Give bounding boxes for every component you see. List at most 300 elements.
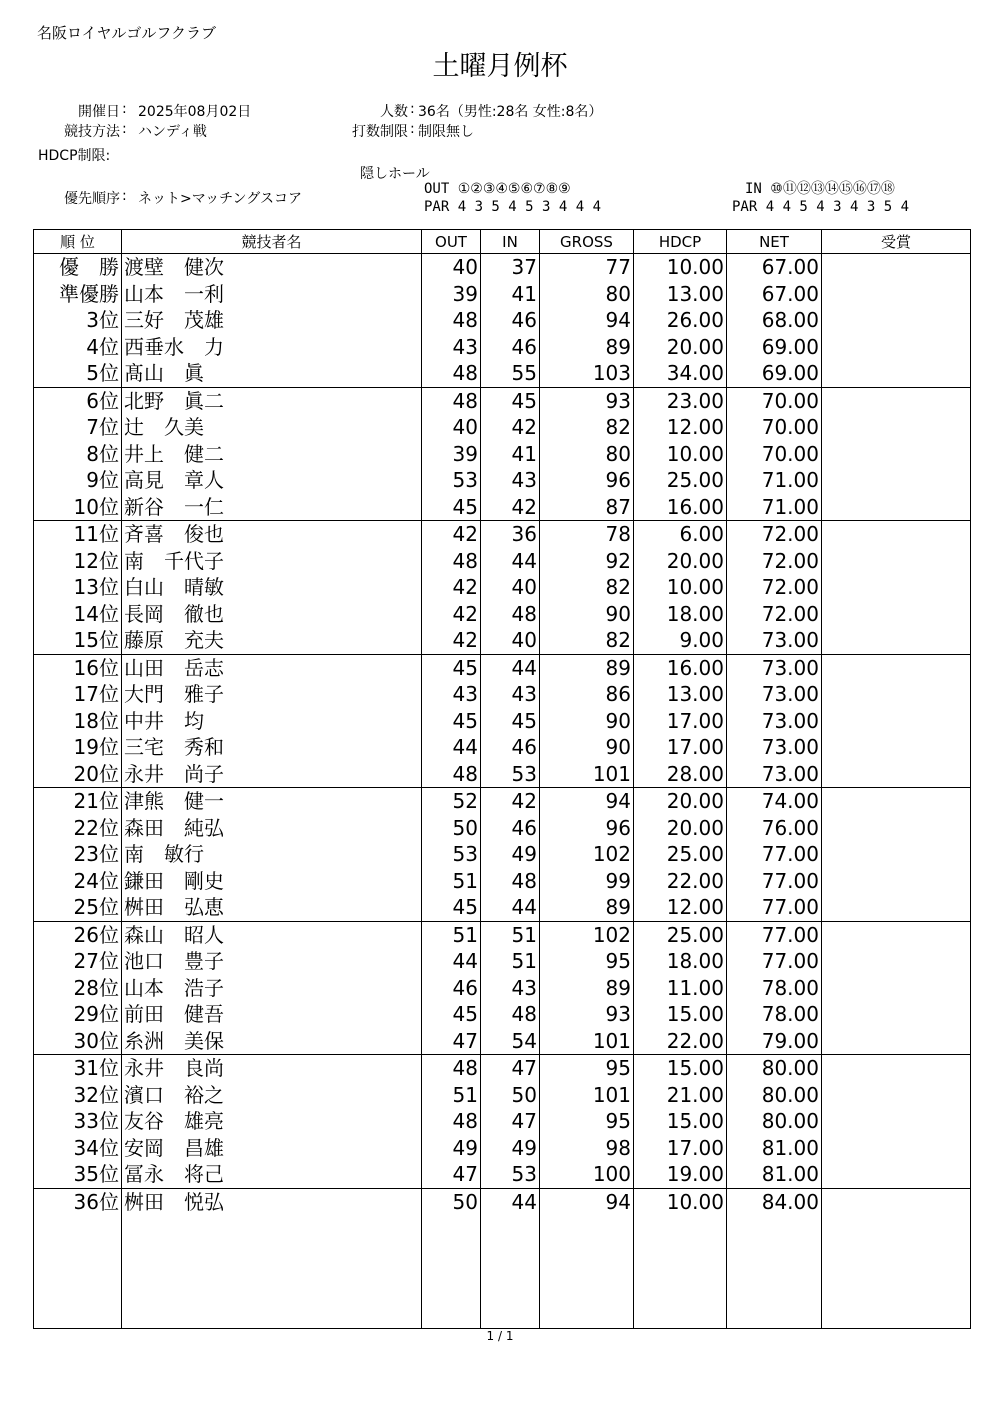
award-cell — [822, 627, 971, 654]
hdcp-cell: 17.00 — [634, 734, 727, 761]
hdcp-cell: 23.00 — [634, 387, 727, 414]
hdcp-cell: 15.00 — [634, 1108, 727, 1135]
hdcp-cell: 13.00 — [634, 681, 727, 708]
gross-cell: 77 — [540, 254, 634, 281]
hdcp-cell: 9.00 — [634, 627, 727, 654]
gross-cell: 90 — [540, 708, 634, 735]
in-holes-line: IN ⑩⑪⑫⑬⑭⑮⑯⑰⑱ — [745, 181, 895, 197]
net-cell: 68.00 — [727, 307, 822, 334]
out-cell: 53 — [422, 841, 481, 868]
header-row — [34, 230, 971, 254]
net-cell: 69.00 — [727, 360, 822, 387]
net-cell: 77.00 — [727, 894, 822, 921]
in-cell: 44 — [481, 1188, 540, 1215]
out-cell: 48 — [422, 1055, 481, 1082]
table-row — [34, 307, 971, 334]
net-cell: 79.00 — [727, 1028, 822, 1055]
name-cell: 山本 浩子 — [122, 975, 422, 1002]
gross-cell: 94 — [540, 788, 634, 815]
colon: : — [410, 101, 415, 117]
count-label: 人数 — [380, 104, 408, 120]
in-cell: 45 — [481, 387, 540, 414]
rank-cell: 3位 — [34, 307, 122, 334]
hdcp-cell: 21.00 — [634, 1082, 727, 1109]
in-cell: 37 — [481, 254, 540, 281]
award-cell — [822, 548, 971, 575]
gross-cell: 87 — [540, 494, 634, 521]
net-cell: 67.00 — [727, 254, 822, 281]
empty-cell — [822, 1215, 971, 1329]
gross-cell: 99 — [540, 868, 634, 895]
name-cell: 辻 久美 — [122, 414, 422, 441]
stroke-limit-label: 打数制限 — [352, 124, 408, 140]
out-cell: 48 — [422, 548, 481, 575]
award-cell — [822, 441, 971, 468]
table-row — [34, 948, 971, 975]
award-cell — [822, 708, 971, 735]
out-cell: 51 — [422, 868, 481, 895]
in-cell: 44 — [481, 654, 540, 681]
in-cell: 40 — [481, 574, 540, 601]
gross-cell: 86 — [540, 681, 634, 708]
gross-cell: 93 — [540, 387, 634, 414]
table-row — [34, 921, 971, 948]
in-cell: 46 — [481, 307, 540, 334]
table-row — [34, 894, 971, 921]
in-par-line: PAR 4 4 5 4 3 4 3 5 4 — [732, 199, 910, 215]
table-row — [34, 788, 971, 815]
rank-cell: 準優勝 — [34, 281, 122, 308]
out-cell: 45 — [422, 654, 481, 681]
out-cell: 53 — [422, 467, 481, 494]
in-cell: 54 — [481, 1028, 540, 1055]
in-cell: 36 — [481, 521, 540, 548]
in-cell: 46 — [481, 734, 540, 761]
in-cell: 55 — [481, 360, 540, 387]
rank-cell: 9位 — [34, 467, 122, 494]
rank-cell: 14位 — [34, 601, 122, 628]
out-cell: 39 — [422, 441, 481, 468]
gross-cell: 93 — [540, 1001, 634, 1028]
hdcp-cell: 18.00 — [634, 948, 727, 975]
hdcp-cell: 12.00 — [634, 894, 727, 921]
table-row — [34, 254, 971, 281]
award-cell — [822, 815, 971, 842]
net-cell: 84.00 — [727, 1188, 822, 1215]
award-cell — [822, 601, 971, 628]
net-cell: 71.00 — [727, 467, 822, 494]
out-cell: 40 — [422, 254, 481, 281]
net-cell: 77.00 — [727, 841, 822, 868]
priority-value: ネット>マッチングスコア — [138, 191, 303, 207]
hdcp-cell: 17.00 — [634, 1135, 727, 1162]
table-row — [34, 548, 971, 575]
table-row — [34, 414, 971, 441]
name-header: 競技者名 — [122, 230, 422, 254]
in-cell: 50 — [481, 1082, 540, 1109]
empty-filler-row — [34, 1215, 971, 1329]
hidden-hole-label: 隠しホール — [360, 166, 430, 182]
award-cell — [822, 948, 971, 975]
empty-cell — [540, 1215, 634, 1329]
hdcp-cell: 13.00 — [634, 281, 727, 308]
gross-cell: 89 — [540, 334, 634, 361]
colon: : — [122, 101, 127, 117]
out-cell: 51 — [422, 1082, 481, 1109]
award-cell — [822, 414, 971, 441]
hdcp-cell: 10.00 — [634, 574, 727, 601]
table-row — [34, 975, 971, 1002]
award-cell — [822, 841, 971, 868]
hdcp-cell: 19.00 — [634, 1161, 727, 1188]
rank-cell: 5位 — [34, 360, 122, 387]
rank-cell: 12位 — [34, 548, 122, 575]
results-table — [33, 229, 971, 1329]
gross-cell: 94 — [540, 1188, 634, 1215]
name-cell: 森山 昭人 — [122, 921, 422, 948]
gross-cell: 101 — [540, 1082, 634, 1109]
award-cell — [822, 1001, 971, 1028]
net-cell: 80.00 — [727, 1055, 822, 1082]
award-cell — [822, 1135, 971, 1162]
net-cell: 80.00 — [727, 1082, 822, 1109]
hdcp-cell: 22.00 — [634, 1028, 727, 1055]
net-cell: 77.00 — [727, 868, 822, 895]
net-cell: 77.00 — [727, 948, 822, 975]
out-cell: 48 — [422, 1108, 481, 1135]
table-row — [34, 815, 971, 842]
out-cell: 47 — [422, 1028, 481, 1055]
gross-cell: 96 — [540, 815, 634, 842]
gross-cell: 102 — [540, 921, 634, 948]
net-cell: 70.00 — [727, 414, 822, 441]
award-cell — [822, 467, 971, 494]
out-cell: 49 — [422, 1135, 481, 1162]
hdcp-cell: 10.00 — [634, 254, 727, 281]
net-cell: 73.00 — [727, 681, 822, 708]
hdcp-cell: 11.00 — [634, 975, 727, 1002]
name-cell: 白山 晴敏 — [122, 574, 422, 601]
name-cell: 南 敏行 — [122, 841, 422, 868]
net-cell: 78.00 — [727, 975, 822, 1002]
out-cell: 48 — [422, 761, 481, 788]
gross-cell: 92 — [540, 548, 634, 575]
name-cell: 髙山 眞 — [122, 360, 422, 387]
net-cell: 74.00 — [727, 788, 822, 815]
hdcp-header: HDCP — [634, 230, 727, 254]
colon: : — [122, 188, 127, 204]
net-cell: 67.00 — [727, 281, 822, 308]
rank-cell: 31位 — [34, 1055, 122, 1082]
table-row — [34, 1001, 971, 1028]
hdcp-cell: 25.00 — [634, 841, 727, 868]
hdcp-cell: 10.00 — [634, 1188, 727, 1215]
rank-cell: 21位 — [34, 788, 122, 815]
out-cell: 42 — [422, 521, 481, 548]
rank-cell: 26位 — [34, 921, 122, 948]
rank-cell: 28位 — [34, 975, 122, 1002]
rank-cell: 7位 — [34, 414, 122, 441]
name-cell: 糸洲 美保 — [122, 1028, 422, 1055]
gross-cell: 90 — [540, 601, 634, 628]
name-cell: 桝田 弘恵 — [122, 894, 422, 921]
table-row — [34, 708, 971, 735]
hdcp-cell: 15.00 — [634, 1055, 727, 1082]
award-cell — [822, 307, 971, 334]
gross-cell: 82 — [540, 414, 634, 441]
name-cell: 渡壁 健次 — [122, 254, 422, 281]
award-cell — [822, 521, 971, 548]
award-cell — [822, 254, 971, 281]
in-cell: 48 — [481, 868, 540, 895]
method-label: 競技方法 — [64, 124, 120, 140]
rank-cell: 10位 — [34, 494, 122, 521]
hdcp-cell: 22.00 — [634, 868, 727, 895]
hdcp-cell: 28.00 — [634, 761, 727, 788]
table-row — [34, 574, 971, 601]
out-cell: 42 — [422, 601, 481, 628]
net-cell: 81.00 — [727, 1161, 822, 1188]
rank-cell: 23位 — [34, 841, 122, 868]
name-cell: 友谷 雄亮 — [122, 1108, 422, 1135]
gross-header: GROSS — [540, 230, 634, 254]
award-header: 受賞 — [822, 230, 971, 254]
hdcp-cell: 26.00 — [634, 307, 727, 334]
name-cell: 藤原 充夫 — [122, 627, 422, 654]
in-cell: 40 — [481, 627, 540, 654]
name-cell: 濱口 裕之 — [122, 1082, 422, 1109]
gross-cell: 98 — [540, 1135, 634, 1162]
out-cell: 51 — [422, 921, 481, 948]
name-cell: 井上 健二 — [122, 441, 422, 468]
name-cell: 新谷 一仁 — [122, 494, 422, 521]
rank-cell: 30位 — [34, 1028, 122, 1055]
name-cell: 長岡 徹也 — [122, 601, 422, 628]
gross-cell: 82 — [540, 574, 634, 601]
table-row — [34, 868, 971, 895]
in-cell: 42 — [481, 414, 540, 441]
table-row — [34, 841, 971, 868]
colon: : — [122, 121, 127, 137]
rank-cell: 24位 — [34, 868, 122, 895]
priority-label: 優先順序 — [64, 191, 120, 207]
gross-cell: 101 — [540, 761, 634, 788]
net-cell: 70.00 — [727, 387, 822, 414]
rank-cell: 16位 — [34, 654, 122, 681]
page-number: 1 / 1 — [486, 1329, 514, 1343]
out-cell: 39 — [422, 281, 481, 308]
table-row — [34, 1135, 971, 1162]
name-cell: 冨永 将己 — [122, 1161, 422, 1188]
in-cell: 41 — [481, 441, 540, 468]
name-cell: 前田 健吾 — [122, 1001, 422, 1028]
award-cell — [822, 1161, 971, 1188]
hdcp-cell: 16.00 — [634, 494, 727, 521]
gross-cell: 78 — [540, 521, 634, 548]
club-name: 名阪ロイヤルゴルフクラブ — [37, 24, 216, 42]
rank-cell: 優 勝 — [34, 254, 122, 281]
out-cell: 46 — [422, 975, 481, 1002]
table-row — [34, 467, 971, 494]
table-row — [34, 1055, 971, 1082]
out-cell: 48 — [422, 307, 481, 334]
table-row — [34, 601, 971, 628]
hdcp-cell: 20.00 — [634, 548, 727, 575]
gross-cell: 95 — [540, 948, 634, 975]
award-cell — [822, 1108, 971, 1135]
in-cell: 46 — [481, 815, 540, 842]
award-cell — [822, 894, 971, 921]
hdcp-cell: 25.00 — [634, 467, 727, 494]
net-cell: 73.00 — [727, 761, 822, 788]
rank-cell: 22位 — [34, 815, 122, 842]
out-cell: 45 — [422, 1001, 481, 1028]
empty-cell — [422, 1215, 481, 1329]
in-cell: 43 — [481, 467, 540, 494]
hdcp-cell: 18.00 — [634, 601, 727, 628]
table-row — [34, 441, 971, 468]
award-cell — [822, 868, 971, 895]
table-row — [34, 1161, 971, 1188]
net-cell: 73.00 — [727, 734, 822, 761]
count-value: 36名（男性:28名 女性:8名） — [418, 104, 603, 120]
in-cell: 47 — [481, 1108, 540, 1135]
award-cell — [822, 1188, 971, 1215]
rank-cell: 19位 — [34, 734, 122, 761]
rank-cell: 6位 — [34, 387, 122, 414]
table-row — [34, 1028, 971, 1055]
name-cell: 永井 良尚 — [122, 1055, 422, 1082]
empty-cell — [634, 1215, 727, 1329]
table-row — [34, 1082, 971, 1109]
rank-header: 順 位 — [34, 230, 122, 254]
award-cell — [822, 761, 971, 788]
award-cell — [822, 681, 971, 708]
out-cell: 48 — [422, 360, 481, 387]
name-cell: 大門 雅子 — [122, 681, 422, 708]
out-cell: 45 — [422, 494, 481, 521]
gross-cell: 96 — [540, 467, 634, 494]
rank-cell: 25位 — [34, 894, 122, 921]
colon: : — [410, 121, 415, 137]
out-cell: 48 — [422, 387, 481, 414]
rank-cell: 35位 — [34, 1161, 122, 1188]
in-cell: 45 — [481, 708, 540, 735]
hdcp-cell: 10.00 — [634, 441, 727, 468]
name-cell: 池口 豊子 — [122, 948, 422, 975]
rank-cell: 8位 — [34, 441, 122, 468]
out-cell: 50 — [422, 815, 481, 842]
name-cell: 津熊 健一 — [122, 788, 422, 815]
net-cell: 72.00 — [727, 521, 822, 548]
in-cell: 42 — [481, 788, 540, 815]
empty-cell — [481, 1215, 540, 1329]
stroke-limit-value: 制限無し — [418, 124, 474, 140]
in-cell: 42 — [481, 494, 540, 521]
name-cell: 桝田 悦弘 — [122, 1188, 422, 1215]
name-cell: 安岡 昌雄 — [122, 1135, 422, 1162]
hdcp-cell: 17.00 — [634, 708, 727, 735]
rank-cell: 4位 — [34, 334, 122, 361]
empty-cell — [727, 1215, 822, 1329]
rank-cell: 15位 — [34, 627, 122, 654]
in-cell: 53 — [481, 1161, 540, 1188]
out-cell: 45 — [422, 708, 481, 735]
gross-cell: 103 — [540, 360, 634, 387]
name-cell: 三宅 秀和 — [122, 734, 422, 761]
award-cell — [822, 387, 971, 414]
page-title: 土曜月例杯 — [432, 51, 568, 82]
in-cell: 41 — [481, 281, 540, 308]
award-cell — [822, 574, 971, 601]
table-row — [34, 521, 971, 548]
name-cell: 北野 眞二 — [122, 387, 422, 414]
in-header: IN — [481, 230, 540, 254]
name-cell: 斉喜 俊也 — [122, 521, 422, 548]
hdcp-cell: 25.00 — [634, 921, 727, 948]
empty-cell — [122, 1215, 422, 1329]
hdcp-cell: 34.00 — [634, 360, 727, 387]
net-cell: 77.00 — [727, 921, 822, 948]
rank-cell: 20位 — [34, 761, 122, 788]
table-row — [34, 281, 971, 308]
net-cell: 72.00 — [727, 574, 822, 601]
out-cell: 43 — [422, 681, 481, 708]
hdcp-cell: 20.00 — [634, 788, 727, 815]
in-cell: 48 — [481, 1001, 540, 1028]
hdcp-cell: 16.00 — [634, 654, 727, 681]
rank-cell: 13位 — [34, 574, 122, 601]
in-cell: 49 — [481, 1135, 540, 1162]
award-cell — [822, 281, 971, 308]
net-cell: 72.00 — [727, 601, 822, 628]
table-row — [34, 1108, 971, 1135]
award-cell — [822, 921, 971, 948]
hdcp-cell: 15.00 — [634, 1001, 727, 1028]
out-header: OUT — [422, 230, 481, 254]
gross-cell: 80 — [540, 281, 634, 308]
name-cell: 鎌田 剛史 — [122, 868, 422, 895]
net-cell: 73.00 — [727, 708, 822, 735]
name-cell: 南 千代子 — [122, 548, 422, 575]
in-cell: 44 — [481, 548, 540, 575]
date-value: 2025年08月02日 — [138, 104, 252, 120]
table-row — [34, 734, 971, 761]
net-header: NET — [727, 230, 822, 254]
table-row — [34, 1188, 971, 1215]
gross-cell: 89 — [540, 654, 634, 681]
gross-cell: 80 — [540, 441, 634, 468]
hdcp-cell: 20.00 — [634, 334, 727, 361]
gross-cell: 82 — [540, 627, 634, 654]
method-value: ハンディ戦 — [138, 124, 207, 140]
net-cell: 81.00 — [727, 1135, 822, 1162]
award-cell — [822, 1082, 971, 1109]
table-row — [34, 627, 971, 654]
in-cell: 46 — [481, 334, 540, 361]
name-cell: 西垂水 力 — [122, 334, 422, 361]
gross-cell: 101 — [540, 1028, 634, 1055]
table-row — [34, 494, 971, 521]
out-cell: 47 — [422, 1161, 481, 1188]
award-cell — [822, 654, 971, 681]
out-par-line: PAR 4 3 5 4 5 3 4 4 4 — [424, 199, 602, 215]
hdcp-cell: 12.00 — [634, 414, 727, 441]
net-cell: 80.00 — [727, 1108, 822, 1135]
out-cell: 40 — [422, 414, 481, 441]
award-cell — [822, 360, 971, 387]
rank-cell: 36位 — [34, 1188, 122, 1215]
